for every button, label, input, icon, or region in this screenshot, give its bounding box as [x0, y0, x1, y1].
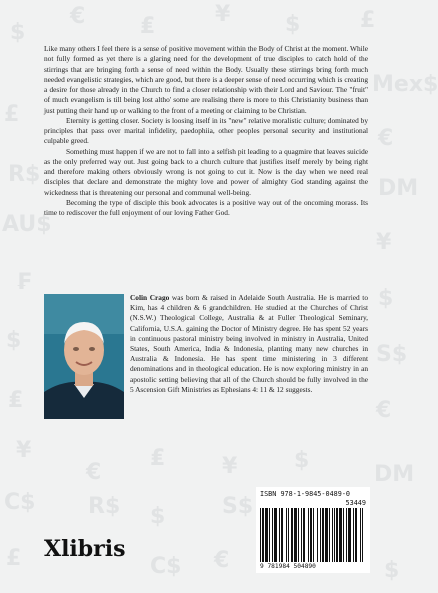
barcode-bar [301, 508, 302, 562]
barcode-bar [260, 508, 261, 562]
currency-symbol: $ [10, 20, 26, 45]
currency-symbol: DM [374, 462, 415, 487]
barcode-bar [281, 508, 283, 562]
barcode-bar [353, 508, 354, 562]
barcode-bar [348, 508, 351, 562]
barcode-bar [322, 508, 324, 562]
barcode-bar [343, 508, 344, 562]
photo-spacer [44, 293, 130, 419]
barcode-bar [308, 508, 309, 562]
currency-symbol: € [378, 126, 394, 151]
currency-symbol: S$ [376, 342, 408, 367]
currency-symbol: ¥ [16, 438, 32, 463]
currency-symbol: AU$ [2, 212, 52, 237]
currency-symbol: S$ [222, 494, 254, 519]
barcode-bar [294, 508, 297, 562]
barcode-bar [303, 508, 305, 562]
currency-symbol: R$ [8, 162, 41, 187]
currency-symbol: ₣ [16, 270, 32, 295]
barcode-bar [339, 508, 342, 562]
currency-symbol: $ [150, 504, 166, 529]
currency-symbol: C$ [150, 554, 182, 579]
barcode-bar [362, 508, 363, 562]
barcode-bar [355, 508, 357, 562]
barcode-bar [298, 508, 299, 562]
currency-symbol: DM [378, 176, 419, 201]
barcode-bar [269, 508, 270, 562]
currency-symbol: ₤ [150, 446, 166, 471]
barcode-digits: 9 781984 504890 [260, 563, 316, 570]
barcode-bar [274, 508, 277, 562]
currency-symbol: € [376, 398, 392, 423]
barcode-bar [310, 508, 312, 562]
barcode-bar [329, 508, 330, 562]
barcode-bar [279, 508, 280, 562]
currency-symbol: R$ [88, 494, 121, 519]
currency-symbol: ₤ [140, 14, 156, 39]
barcode-bar [288, 508, 289, 562]
isbn-number: ISBN 978-1-9845-0489-0 [260, 490, 351, 498]
author-bio-text: was born & raised in Adelaide South Australia. He is married to Kim, has 4 children & 6 grandchildren. He studied at the Churches of Christ (N.S.W.) Theological College, Australia & at Fuller Theological Seminary, California, U.S.A. gaining the Doctor of Ministry degree. He has spent 52 years in continuous pastoral ministry being involved in ministry in Australia, United States, South America, India & Indonesia, planting many new churches in Australia & Indonesia. He has spent time ministering in 3 different denominations and in theological education. He is now exploring ministry in an apostolic setting believing that all of the Church should be fully involved in the 5 Ascension Gift Ministries as Ephesians 4: 11 & 12 suggests. [130, 293, 368, 394]
isbn-barcode [256, 487, 370, 573]
currency-symbol: € [70, 4, 86, 29]
currency-symbol: ¥ [215, 2, 231, 27]
barcode-bar [325, 508, 328, 562]
currency-symbol: $ [378, 286, 394, 311]
barcode-bar [262, 508, 264, 562]
barcode-bar [332, 508, 333, 562]
blurb-paragraph: Becoming the type of disciple this book advocates is a positive way out of the oncoming morass. Its time to rediscover the full enjoyment of our loving Father God. [44, 197, 368, 217]
barcode-bar [334, 508, 335, 562]
author-name: Colin Crago [130, 293, 170, 302]
barcode-bar [336, 508, 338, 562]
barcode-bars [260, 508, 366, 562]
currency-symbol: ¥ [376, 230, 392, 255]
blurb-paragraph: Eternity is getting closer. Society is loosing itself in its "new" relative moralistic culture; dominated by principles that pass over marital infidelity, paedophiia, other peoples personal security and institutional culpable greed. [44, 115, 368, 146]
currency-symbol: Mex$ [372, 72, 438, 97]
barcode-bar [320, 508, 321, 562]
barcode-bar [265, 508, 268, 562]
currency-symbol: $ [6, 328, 22, 353]
currency-symbol: ₤ [8, 388, 24, 413]
currency-symbol: ¥ [222, 454, 238, 479]
barcode-bar [286, 508, 287, 562]
barcode-bar [360, 508, 361, 562]
currency-symbol: $ [285, 12, 301, 37]
blurb-paragraph: Like many others I feel there is a sense of positive movement within the Body of Christ at the moment. While not fully formed as yet there is a glaring need for the development of true disciples to catch hold of the stirrings that are bringing forth a sense of need within the Body. Usually these stirrings bring forth much needed evangelistic strategies, which are good, but there is a deeper sense of need occurring which is creating a desire for those already in the Church to find a closer relationship with their Lord and Saviour. The "fruit" of much evangelism is till being lost altho' some are realising there is more to this Christianity business than just putting their hand up or walking to the front of a meeting or claiming to be Christian. [44, 44, 368, 115]
currency-symbol: € [86, 460, 102, 485]
blurb-paragraph: Something must happen if we are not to fall into a selfish pit leading to a quagmire that leaves suicide as the only preferred way out. Just going back to a church culture that justifies itself merely by being right and therefore making others obviously wrong is not going to cut it. Now is the day when we need real disciples that declare and demonstrate the mighty love and power of almighty God standing against the wickedness that is threatening our personal and communal well-being. [44, 146, 368, 197]
currency-symbol: C$ [4, 490, 36, 515]
currency-symbol: $ [384, 558, 400, 583]
barcode-bar [346, 508, 347, 562]
barcode-bar [313, 508, 314, 562]
publisher-logo: Xlibris [44, 536, 126, 562]
currency-symbol: £ [4, 102, 20, 127]
currency-symbol: $ [294, 448, 310, 473]
currency-symbol: € [214, 548, 230, 573]
currency-symbol: £ [360, 8, 376, 33]
price-code: 53449 [345, 499, 366, 507]
barcode-bar [272, 508, 273, 562]
currency-symbol: £ [6, 546, 22, 571]
barcode-bar [317, 508, 318, 562]
barcode-bar [291, 508, 293, 562]
back-cover-blurb [44, 44, 368, 218]
author-bio [44, 293, 368, 419]
